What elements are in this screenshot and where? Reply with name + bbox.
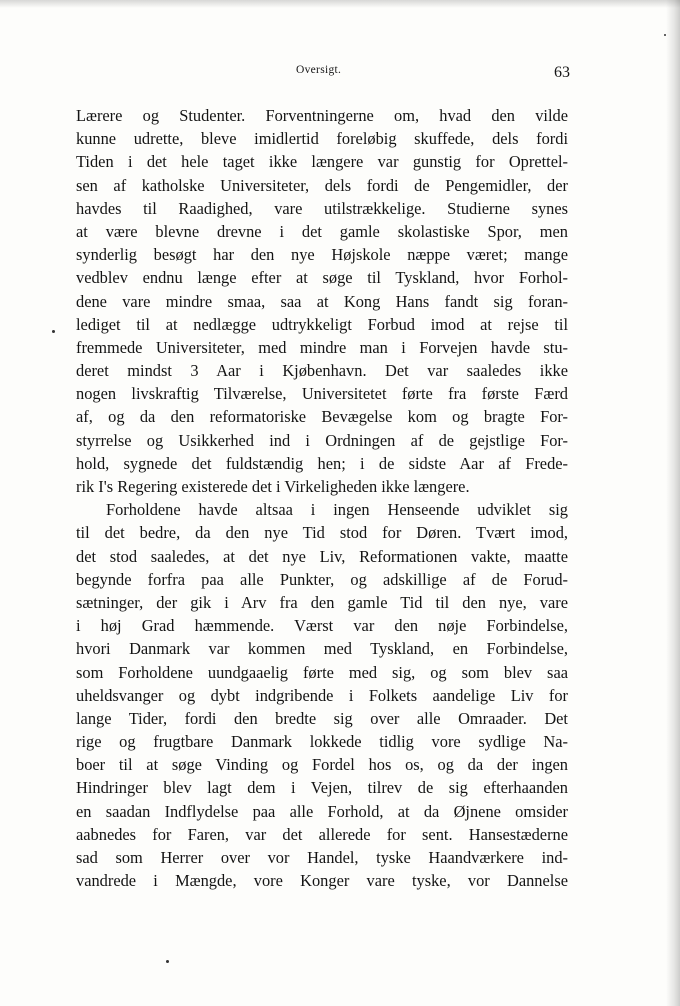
text-line: aabnedes for Faren, var det allerede for sent. Hansestæderne (76, 824, 568, 844)
page-number: 63 (554, 64, 570, 81)
text-line: Lærere og Studenter. Forventningerne om, hvad den vilde (76, 106, 568, 125)
text-line: nogen livskraftig Tilværelse, Universitetet førte fra første Færd (76, 384, 568, 404)
text-line: hold, sygnede det fuldstændig hen; i de sidste Aar af Frede- (76, 453, 568, 473)
text-line: lange Tider, fordi den bredte sig over alle Omraader. Det (76, 708, 568, 728)
text-line: synderlig besøgt har den nye Højskole næppe været; mange (76, 245, 568, 265)
text-line: at være blevne drevne i det gamle skolastiske Spor, men (76, 221, 568, 241)
scan-shadow-top (0, 0, 680, 8)
text-line: begynde forfra paa alle Punkter, og adskillige af de Forud- (76, 569, 568, 589)
text-line: styrrelse og Usikkerhed ind i Ordningen af de gejstlige For- (76, 430, 568, 450)
scan-shadow-right (666, 0, 680, 1006)
text-line: havdes til Raadighed, vare utilstrækkelige. Studierne synes (76, 198, 568, 218)
text-line: en saadan Indflydelse paa alle Forhold, at da Øjnene omsider (76, 801, 568, 821)
text-line: Hindringer blev lagt dem i Vejen, tilrev de sig efterhaanden (76, 778, 568, 798)
text-line: Forholdene havde altsaa i ingen Henseende udviklet sig (106, 500, 568, 520)
body-text (76, 104, 568, 892)
text-line: sen af katholske Universiteter, dels fordi de Pengemidler, der (76, 175, 568, 195)
text-line: rik I's Regering existerede det i Virkeligheden ikke længere. (76, 477, 470, 496)
scan-speck (166, 960, 169, 963)
paragraph-2 (76, 498, 568, 892)
text-line: af, og da den reformatoriske Bevægelse kom og bragte For- (76, 407, 568, 427)
text-line: deret mindst 3 Aar i Kjøbenhavn. Det var saaledes ikke (76, 361, 568, 381)
scan-speck (52, 330, 55, 333)
text-line: sætninger, der gik i Arv fra den gamle Tid til den nye, vare (76, 592, 568, 612)
text-line: vedblev endnu længe efter at søge til Tyskland, hvor Forhol- (76, 268, 568, 288)
text-line: Tiden i det hele taget ikke længere var gunstig for Oprettel- (76, 152, 568, 172)
text-line: kunne udrette, bleve imidlertid foreløbig skuffede, dels fordi (76, 129, 568, 149)
text-line: fremmede Universiteter, med mindre man i Forvejen havde stu- (76, 337, 568, 357)
text-line: hvori Danmark var kommen med Tyskland, en Forbindelse, (76, 639, 568, 659)
text-line: i høj Grad hæmmende. Værst var den nøje Forbindelse, (76, 616, 568, 636)
text-line: rige og frugtbare Danmark lokkede tidlig vore sydlige Na- (76, 732, 568, 752)
text-line: vandrede i Mængde, vore Konger vare tyske, vor Dannelse (76, 871, 568, 891)
text-line: til det bedre, da den nye Tid stod for Døren. Tvært imod, (76, 523, 568, 543)
text-line: det stod saaledes, at det nye Liv, Reformationen vakte, maatte (76, 546, 568, 566)
text-line: som Forholdene uundgaaelig førte med sig, og som blev saa (76, 662, 568, 682)
scan-speck (664, 34, 666, 36)
text-line: lediget til at nedlægge udtrykkeligt Forbud imod at rejse til (76, 314, 568, 334)
text-line: boer til at søge Vinding og Fordel hos os, og da der ingen (76, 755, 568, 775)
paragraph-1 (76, 104, 568, 498)
text-line: dene vare mindre smaa, saa at Kong Hans fandt sig foran- (76, 291, 568, 311)
running-title: Oversigt. (296, 64, 342, 76)
text-line: sad som Herrer over vor Handel, tyske Haandværkere ind- (76, 848, 568, 867)
text-line: uheldsvanger og dybt indgribende i Folkets aandelige Liv for (76, 685, 568, 705)
running-head (76, 64, 568, 84)
